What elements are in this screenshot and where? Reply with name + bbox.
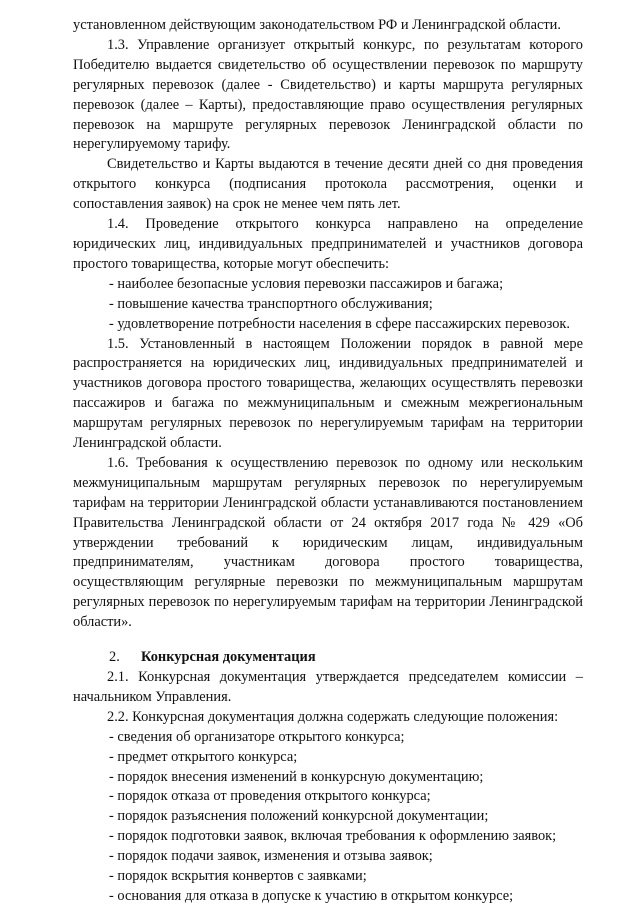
list-item: - порядок вскрытия конвертов с заявками; — [109, 868, 367, 885]
paragraph-1-6: 1.6. Требования к осуществлению перевозок по одному или нескольким межмуниципальным маршрутам регулярных перевозок по нерегулируемым тарифам на территории Ленинградской области устанавливаются постановлением Правительства Ленинградской области от 24 октября 2017 года № 429 «Об утверждении требований к юридическим лицам, индивидуальным предпринимателям, участникам договора простого товарищества, осуществляющим регулярные перевозки по межмуниципальным маршрутам регулярных перевозок по нерегулируемым тарифам на территории Ленинградской области». — [73, 454, 583, 631]
list-item: - основания для отказа в допуске к участию в открытом конкурсе; — [109, 887, 514, 904]
section-heading-2 — [73, 648, 583, 668]
list-item: - сведения об организаторе открытого конкурса; — [109, 728, 405, 745]
paragraph-continuation: установленном действующим законодательством РФ и Ленинградской области. — [73, 17, 561, 33]
paragraph-2-1: 2.1. Конкурсная документация утверждается председателем комиссии – начальником Управления. — [73, 669, 583, 705]
document-page — [73, 0, 583, 907]
paragraph-2-2: 2.2. Конкурсная документация должна содержать следующие положения: — [107, 708, 559, 725]
list-item: - порядок подготовки заявок, включая требования к оформлению заявок; — [109, 828, 557, 845]
list-item-needs: - удовлетворение потребности населения в сфере пассажирских перевозок. — [109, 315, 570, 332]
section-number: 2. — [109, 649, 120, 666]
list-item: - порядок разъяснения положений конкурсной документации; — [109, 808, 489, 825]
paragraph-1-3: 1.3. Управление организует открытый конкурс, по результатам которого Победителю выдается свидетельство об осуществлении перевозок по маршруту регулярных перевозок (далее - Свидетельство) и карты маршрута регулярных перевозок (далее – Карты), предоставляющие право осуществления регулярных перевозок на маршруте регулярных перевозок Ленинградской области по нерегулируемому тарифу. — [73, 36, 583, 153]
list-item: - порядок отказа от проведения открытого конкурса; — [109, 788, 431, 805]
list-item-safety: - наиболее безопасные условия перевозки пассажиров и багажа; — [109, 275, 504, 292]
list-item-quality: - повышение качества транспортного обслуживания; — [109, 295, 433, 312]
paragraph-1-5: 1.5. Установленный в настоящем Положении порядок в равной мере распространяется на юридических лиц, индивидуальных предпринимателей и участников договора простого товарищества, желающих осуществлять перевозки пассажиров и багажа по межмуниципальным и смежным межрегиональным маршрутам регулярных перевозок по нерегулируемым тарифам на территории Ленинградской области. — [73, 335, 583, 452]
section-title: Конкурсная документация — [141, 649, 316, 666]
list-item: - предмет открытого конкурса; — [109, 748, 298, 765]
paragraph-certificate-issue: Свидетельство и Карты выдаются в течение десяти дней со дня проведения открытого конкурса (подписания протокола рассмотрения, оценки и сопоставления заявок) на срок не менее чем пять лет. — [73, 156, 583, 213]
list-item: - порядок внесения изменений в конкурсную документацию; — [109, 768, 484, 785]
list-item: - порядок подачи заявок, изменения и отзыва заявок; — [109, 848, 433, 865]
paragraph-1-4: 1.4. Проведение открытого конкурса направлено на определение юридических лиц, индивидуальных предпринимателей и участников договора простого товарищества, которые могут обеспечить: — [73, 216, 583, 272]
